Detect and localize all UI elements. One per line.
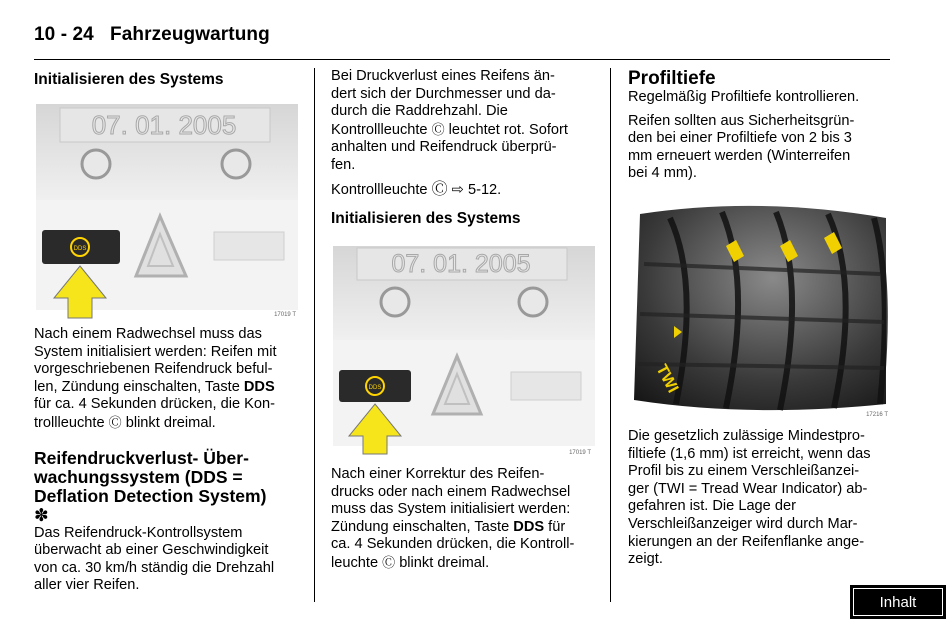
knob-right	[222, 150, 250, 178]
column-divider-2	[610, 68, 611, 602]
column-3	[628, 68, 892, 183]
knob-left	[82, 150, 110, 178]
inhalt-button[interactable]	[850, 585, 946, 619]
dds-button-label: DDS	[368, 385, 382, 391]
clock-display-text: 07. 01. 2005	[91, 110, 237, 140]
min-tread-text: Die gesetzlich zulässige Mindestpro- filtiefe (1,6 mm) ist erreicht, wenn das Profil bis zu einem Verschleißanzei- ger (TWI = Tread Wear Indicator) ab- gefahren ist. Die Lage der Verschleißanzeiger wird durch Mar- kierungen an der Reifenflanke ange- zeigt.	[628, 428, 871, 568]
switch-right	[511, 372, 581, 400]
knob-left	[381, 288, 409, 316]
section-heading-dds: Reifendruckverlust- Über- wachungssystem (DDS = Deflation Detection System) ✽	[34, 447, 267, 525]
page-title: Fahrzeugwartung	[110, 24, 270, 45]
init-instructions-1: Nach einem Radwechsel muss das System initialisiert werden: Reifen mit vorgeschriebenen Reifendruck beful- len, Zündung einschalten, Taste DDS für ca. 4 Sekunden drücken, die Kon- trollleuchte Ⓒ blinkt dreimal.	[34, 326, 277, 431]
page-header	[34, 24, 270, 46]
switch-right	[214, 232, 284, 260]
figure-code: 17019 T	[569, 450, 591, 456]
column-2-body	[331, 466, 599, 573]
section-heading-tread: Profiltiefe	[628, 68, 716, 89]
section-heading-init: Initialisieren des Systems	[34, 71, 224, 88]
tread-check-text: Regelmäßig Profiltiefe kontrollieren.	[628, 89, 860, 105]
dds-description: Das Reifendruck-Kontrollsystem überwacht ab einer Geschwindigkeit von ca. 30 km/h ständig die Drehzahl aller vier Reifen.	[34, 524, 275, 594]
column-1-body	[34, 326, 302, 595]
figure-code: 17216 T	[866, 412, 888, 418]
figure-code: 17019 T	[274, 312, 296, 318]
column-divider-1	[314, 68, 315, 602]
tire-warning-icon: Ⓒ	[431, 121, 445, 137]
tire-warning-icon: Ⓒ	[382, 554, 396, 570]
tire-warning-icon: Ⓒ	[108, 414, 122, 430]
column-2	[331, 68, 599, 228]
knob-right	[519, 288, 547, 316]
twi-marking: TWI	[652, 361, 682, 396]
dds-button-illustration-2	[333, 246, 595, 458]
header-rule	[34, 59, 890, 60]
snowflake-icon: ✽	[34, 504, 49, 525]
tread-replace-text: Reifen sollten aus Sicherheitsgrün- den bei einer Profiltiefe von 2 bis 3 mm erneuert werden (Winterreifen bei 4 mm).	[628, 112, 855, 182]
tire-tread-illustration	[630, 204, 892, 418]
warning-lamp-reference: Kontrollleuchte Ⓒ ⇨ 5-12.	[331, 180, 502, 198]
section-heading-init-2: Initialisieren des Systems	[331, 210, 521, 228]
page-ref: 10 - 24	[34, 24, 94, 45]
dds-button-illustration-1	[36, 104, 298, 324]
page-reference-link[interactable]: ⇨ 5-12.	[447, 181, 502, 198]
dds-button-label: DDS	[73, 246, 87, 252]
pressure-loss-text: Bei Druckverlust eines Reifens än- dert sich der Durchmesser und da- durch die Raddrehzahl. Die Kontrollleuchte Ⓒ leuchtet rot. Sofort anhalten und Reifendruck überprü- fen.	[331, 68, 568, 173]
column-3-body	[628, 428, 892, 569]
clock-display-text: 07. 01. 2005	[391, 250, 531, 278]
inhalt-label[interactable]: Inhalt	[853, 588, 943, 616]
tire-warning-icon: Ⓒ	[431, 180, 448, 198]
init-instructions-2: Nach einer Korrektur des Reifen- drucks oder nach einem Radwechsel muss das System initialisiert werden: Zündung einschalten, Taste DDS für ca. 4 Sekunden drücken, die Kontroll- leuchte Ⓒ blinkt dreimal.	[331, 466, 575, 571]
column-1	[34, 68, 302, 89]
